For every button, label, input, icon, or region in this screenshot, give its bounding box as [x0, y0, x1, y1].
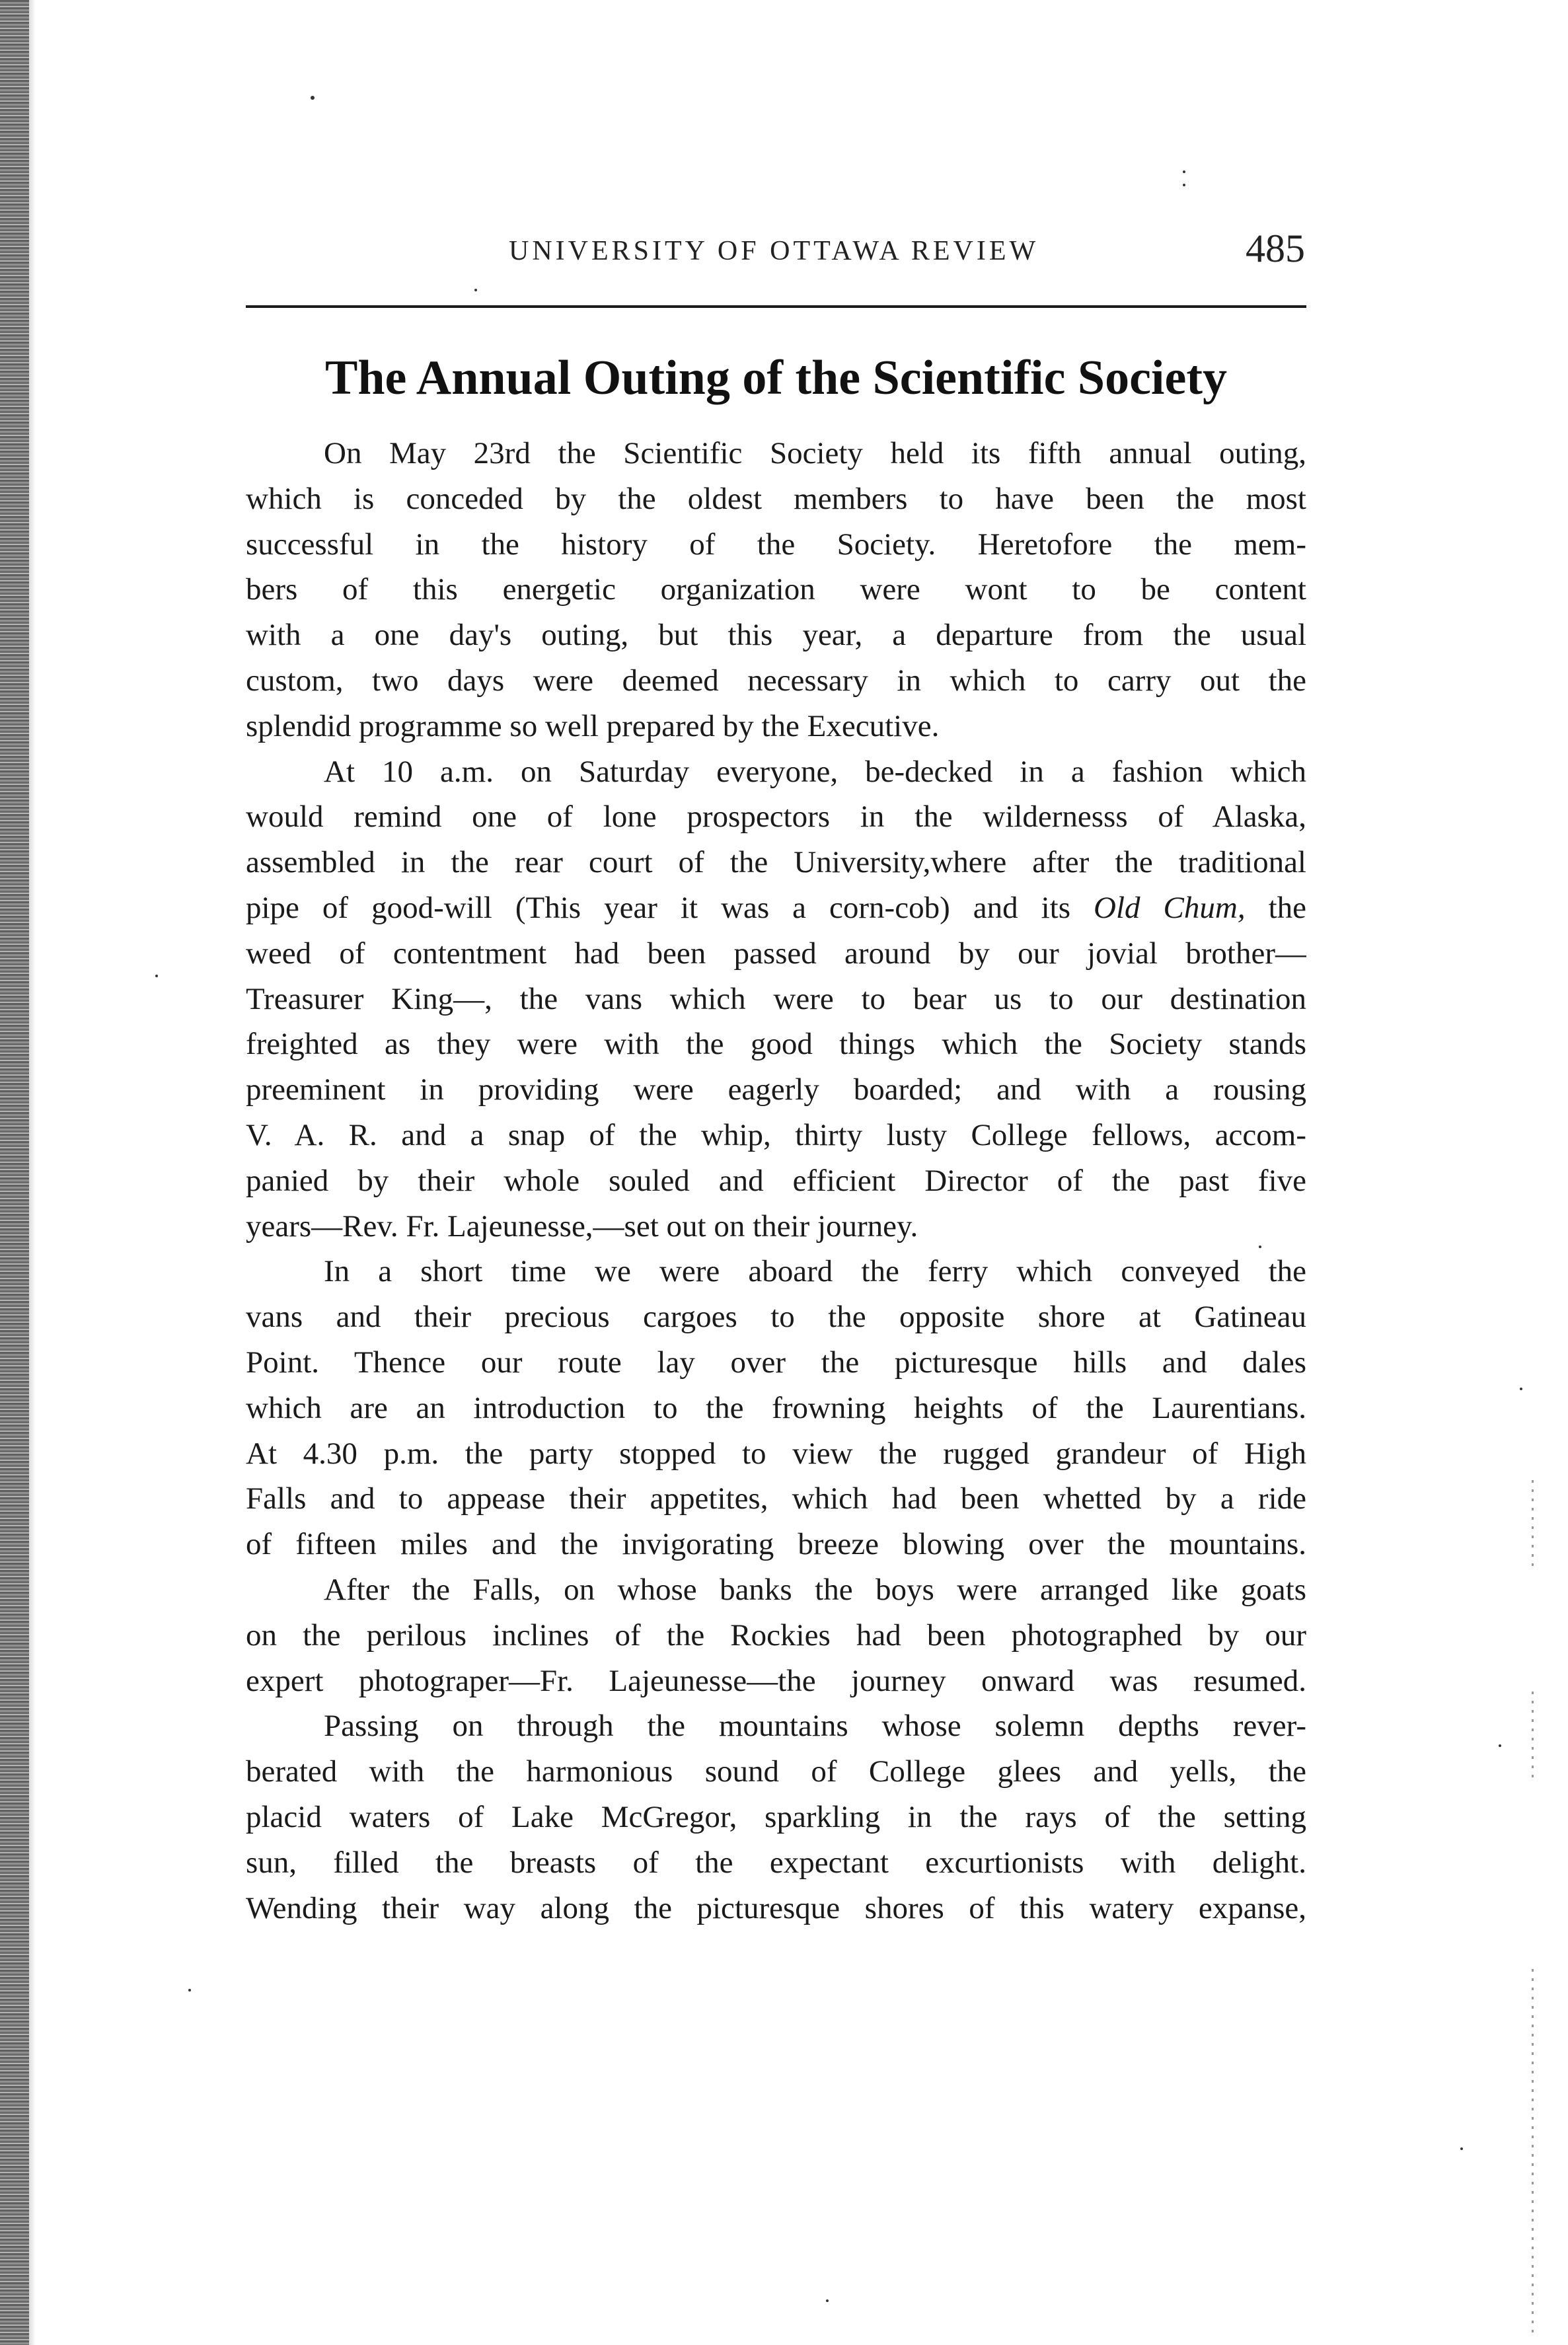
text-line: on the perilous inclines of the Rockies had been photographed by our [246, 1618, 1306, 1653]
page-speck [1520, 1388, 1522, 1390]
text-line: Passing on through the mountains whose solemn depths rever- [324, 1709, 1306, 1744]
text-line: At 10 a.m. on Saturday everyone, be-decked in a fashion which [324, 754, 1306, 789]
text-line: sun, filled the breasts of the expectant excurtionists with delight. [246, 1845, 1306, 1880]
binding-edge [0, 0, 29, 2345]
article-body [246, 431, 1306, 1931]
paragraph [246, 749, 1306, 1249]
page-speck [1460, 2147, 1463, 2150]
header-rule [246, 305, 1306, 308]
paragraph [246, 431, 1306, 749]
scan-noise [1532, 1969, 1534, 2339]
page-number: 485 [1246, 227, 1305, 270]
italic-phrase: Old Chum, [1094, 890, 1246, 925]
text-line: After the Falls, on whose banks the boys were arranged like goats [324, 1572, 1306, 1607]
text-line: At 4.30 p.m. the party stopped to view the rugged grandeur of High [246, 1436, 1306, 1471]
text-line: of fifteen miles and the invigorating breeze blowing over the mountains. [246, 1527, 1306, 1562]
paragraph [246, 1249, 1306, 1567]
text-line: preeminent in providing were eagerly boarded; and with a rousing [246, 1072, 1306, 1107]
text-line: years—Rev. Fr. Lajeunesse,—set out on their journey. [246, 1209, 918, 1244]
page-header [244, 218, 1305, 291]
text-line: successful in the history of the Society. Heretofore the mem- [246, 527, 1306, 562]
page-speck [1183, 170, 1185, 173]
text-line: with a one day's outing, but this year, a departure from the usual [246, 618, 1306, 653]
text-line: would remind one of lone prospectors in the wildernesss of Alaska, [246, 800, 1306, 835]
text-line: panied by their whole souled and efficient Director of the past five [246, 1163, 1306, 1198]
text-line: Falls and to appease their appetites, which had been whetted by a ride [246, 1481, 1306, 1516]
text-line: custom, two days were deemed necessary in which to carry out the [246, 663, 1306, 698]
scan-noise [1532, 1692, 1534, 1784]
text-line: vans and their precious cargoes to the opposite shore at Gatineau [246, 1300, 1306, 1335]
page-speck [188, 1989, 191, 1991]
text-line: which are an introduction to the frowning heights of the Laurentians. [246, 1390, 1306, 1425]
text-line: In a short time we were aboard the ferry which conveyed the [324, 1254, 1306, 1289]
text-line: Wending their way along the picturesque shores of this watery expanse, [246, 1890, 1306, 1925]
text-line-with-italic [246, 885, 1306, 931]
running-head: UNIVERSITY OF OTTAWA REVIEW [509, 236, 1039, 266]
text-line: freighted as they were with the good things which the Society stands [246, 1027, 1306, 1062]
text-line: splendid programme so well prepared by the Executive. [246, 708, 940, 743]
page-speck [311, 96, 315, 100]
text-line: bers of this energetic organization were wont to be content [246, 572, 1306, 607]
text-line: Point. Thence our route lay over the picturesque hills and dales [246, 1345, 1306, 1380]
page-speck [1499, 1744, 1501, 1747]
scan-noise [1532, 1480, 1534, 1566]
article-title: The Annual Outing of the Scientific Society [325, 351, 1227, 405]
text-line: assembled in the rear court of the University,where after the traditional [246, 845, 1306, 880]
paragraph [246, 1703, 1306, 1931]
paragraph [246, 1567, 1306, 1703]
page-speck [826, 2299, 829, 2302]
text-line: weed of contentment had been passed around by our jovial brother— [246, 936, 1306, 971]
text-segment: the [1268, 890, 1306, 925]
text-line: expert photograper—Fr. Lajeunesse—the journey onward was resumed. [246, 1663, 1306, 1698]
text-line: placid waters of Lake McGregor, sparkling in the rays of the setting [246, 1799, 1306, 1834]
page-speck [1183, 184, 1185, 186]
text-line: V. A. R. and a snap of the whip, thirty lusty College fellows, accom- [246, 1117, 1306, 1152]
page-speck [155, 975, 158, 977]
text-line: On May 23rd the Scientific Society held its fifth annual outing, [324, 436, 1306, 470]
text-line: Treasurer King—, the vans which were to bear us to our destination [246, 981, 1306, 1016]
text-segment: pipe of good-will (This year it was a corn-cob) and its [246, 890, 1071, 925]
text-line: which is conceded by the oldest members to have been the most [246, 481, 1306, 516]
text-line: berated with the harmonious sound of College glees and yells, the [246, 1754, 1306, 1789]
